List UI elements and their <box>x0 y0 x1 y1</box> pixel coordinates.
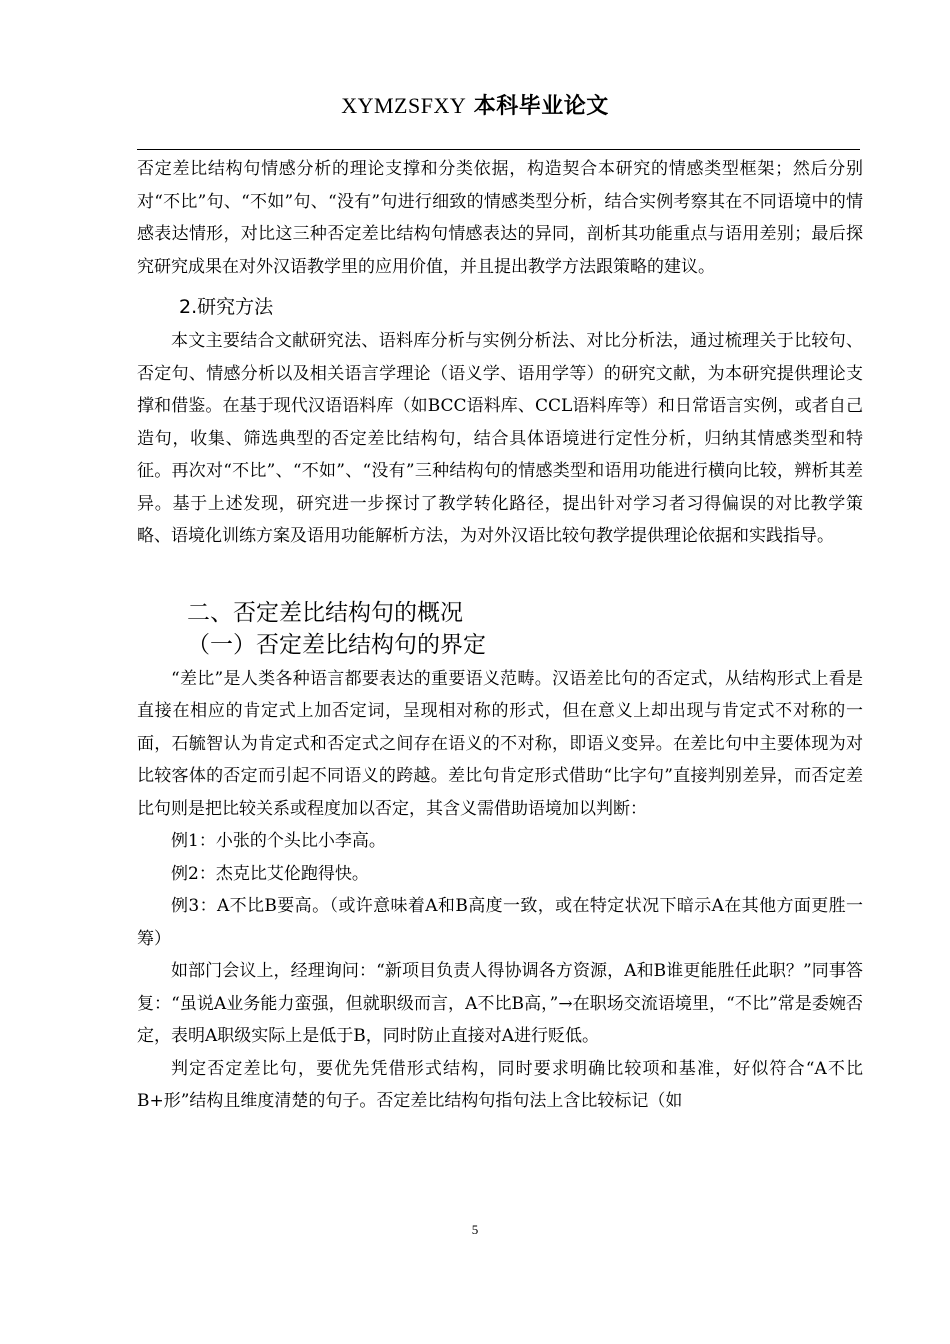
example-2: 例2：杰克比艾伦跑得快。 <box>171 863 369 884</box>
example-1: 例1：小张的个头比小李高。 <box>171 831 386 851</box>
header-code: XYMZSFXY <box>341 93 467 118</box>
intro-paragraph: 否定差比结构句情感分析的理论支撑和分类依据，构造契合本研究的情感类型框架；然后分别对“不比”句、“不如”句、“没有”句进行细致的情感类型分析，结合实例考察其在不同语境中的情感表达情形，对比这三种否定差比结构句情感表达的异同，剖析其功能重点与语用差别；最后探究研究成果在对外汉语教学里的应用价值，并且提出教学方法跟策略的建议。 <box>137 159 863 277</box>
subsection-heading: （一）否定差比结构句的界定 <box>187 631 486 658</box>
body-paragraph: “差比”是人类各种语言都要表达的重要语义范畴。汉语差比句的否定式，从结构形式上看是直接在相应的肯定式上加否定词，呈现相对称的形式，但在意义上却出现与肯定式不对称的一面，石毓智认为肯定式和否定式之间存在语义的不对称，即语义变异。在差比句中主要体现为对比较客体的否定而引起不同语义的跨越。差比句肯定形式借助“比字句”直接判别差异，而否定差比句则是把比较关系或程度加以否定，其含义需借助语境加以判断： <box>137 668 863 819</box>
methods-heading: 2.研究方法 <box>179 296 274 318</box>
section-heading: 二、否定差比结构句的概况 <box>187 599 463 626</box>
page-number: 5 <box>471 1222 479 1237</box>
page-body <box>137 153 863 1118</box>
body-paragraph: 如部门会议上，经理询问：“新项目负责人得协调各方资源，A和B谁更能胜任此职？”同事答复：“虽说A业务能力蛮强，但就职级而言，A不比B高，”→在职场交流语境里，“不比”常是委婉否定，表明A职级实际上是低于B，同时防止直接对A进行贬低。 <box>137 961 863 1046</box>
example-3: 例3：A不比B要高。（或许意味着A和B高度一致，或在特定状况下暗示A在其他方面更胜一筹） <box>137 896 863 949</box>
body-paragraph: 判定否定差比句，要优先凭借形式结构，同时要求明确比较项和基准，好似符合“A不比B+形”结构且维度清楚的句子。否定差比结构句指句法上含比较标记（如 <box>137 1058 863 1111</box>
page-header <box>0 92 950 121</box>
header-title: 本科毕业论文 <box>473 94 609 119</box>
header-rule <box>137 149 860 150</box>
methods-paragraph: 本文主要结合文献研究法、语料库分析与实例分析法、对比分析法，通过梳理关于比较句、否定句、情感分析以及相关语言学理论（语义学、语用学等）的研究文献，为本研究提供理论支撑和借鉴。在基于现代汉语语料库（如BCC语料库、CCL语料库等）和日常语言实例，或者自己造句，收集、筛选典型的否定差比结构句，结合具体语境进行定性分析，归纳其情感类型和特征。再次对“不比”、“不如”、“没有”三种结构句的情感类型和语用功能进行横向比较，辨析其差异。基于上述发现，研究进一步探讨了教学转化路径，提出针对学习者习得偏误的对比教学策略、语境化训练方案及语用功能解析方法，为对外汉语比较句教学提供理论依据和实践指导。 <box>137 331 863 546</box>
